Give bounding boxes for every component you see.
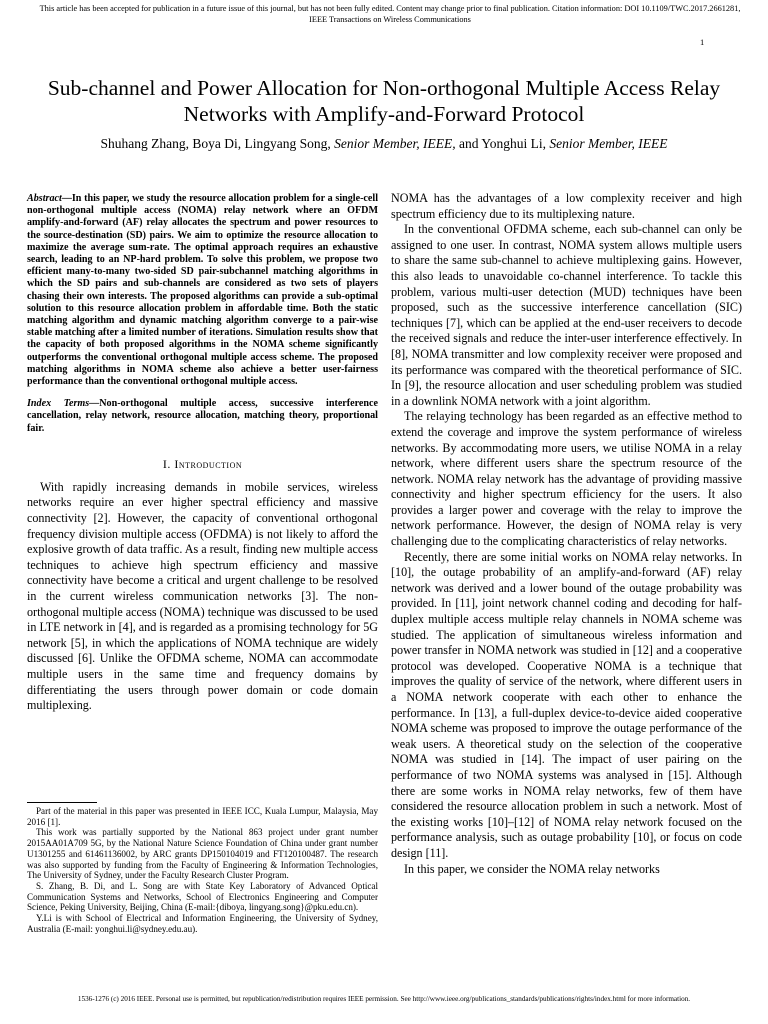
footnotes [27,806,378,934]
abstract [27,193,378,388]
copyright-footer: 1536-1276 (c) 2016 IEEE. Personal use is permitted, but republication/redistribution requires IEEE permission. See http://www.ieee.org/publications_standards/publications/rights/index.html for more information. [77,995,691,1003]
footnote: Part of the material in this paper was presented in IEEE ICC, Kuala Lumpur, Malaysia, May 2016 [1]. [27,806,378,827]
footnote: Y.Li is with School of Electrical and Information Engineering, the University of Sydney, Australia (E-mail: yonghui.li@sydney.edu.au). [27,913,378,934]
body-paragraph: Recently, there are some initial works on NOMA relay networks. In [10], the outage probability of an amplify-and-forward (AF) relay network was derived and a lower bound of the outage probability was provided. In [11], joint network channel coding and decoding for half-duplex multiple access multiple relay channels in NOMA scheme was studied. The application of simultaneous wireless information and power transfer in NOMA network was studied in [12] and a cooperative protocol was developed. Cooperative NOMA is a technique that improves the quality of service of the network, where different users in a NOMA network cooperate with each other to enhance the performance. In [13], a full-duplex device-to-device aided cooperative NOMA scheme was proposed to improve the outage performance of the weak users. A theoretical study on the selection of the cooperative NOMA was studied in [14]. The impact of user pairing on the performance of two NOMA systems was analysed in [15]. Although there are some works in NOMA relay networks, few of them have considered the resource allocation problem in such a network. Most of the existing works [10]–[12] of NOMA relay network focused on the performance analysis, such as outage probability [10], or focus on code design [11]. [391,549,742,860]
journal-header-note: This article has been accepted for publication in a future issue of this journal, but has not been fully edited. Content may change prior to final publication. Citation information: DOI 10.1109/TWC.2017.2661281, IEEE Transactions on Wireless Communications [39,4,741,24]
intro-paragraph: With rapidly increasing demands in mobile services, wireless networks require an ever higher spectral efficiency and massive connectivity [2]. However, the capacity of conventional orthogonal frequency division multiple access (OFDMA) is not likely to afford the explosive growth of data traffic. As a result, finding new multiple access techniques to achieve high spectrum efficiency and massive connectivity have become a critical and urgent challenge to be resolved in the current wireless communication networks [3]. The non-orthogonal multiple access (NOMA) technique was discussed to be used in LTE network in [4], and is regarded as a promising technology for 5G network [5], in which the applications of NOMA technique are widely discussed [6]. Unlike the OFDMA scheme, NOMA can accommodate multiple users in the same time and frequency domains by differentiating the users through power domain or code domain multiplexing. [27,479,378,713]
author-line [20,135,748,152]
index-terms [27,398,378,435]
abstract-text: —In this paper, we study the resource allocation problem for a single-cell non-orthogonal multiple access (NOMA) relay network where an OFDM amplify-and-forward (AF) relay allocates the spectrum and power resources to the source-destination (SD) pairs. We aim to optimize the resource allocation to maximize the average sum-rate. The optimal approach requires an exhaustive search, leading to an NP-hard problem. To solve this problem, we propose two efficient many-to-many two-sided SD pair-subchannel matching algorithms in which the SD pairs and sub-channels are considered as two sets of players chasing their own interests. The proposed algorithms can provide a sub-optimal solution to this resource allocation problem in affordable time. Both the static matching algorithm and dynamic matching algorithm converge to a pair-wise stable matching after a limited number of iterations. Simulation results show that the capacity of both proposed algorithms in the NOMA scheme significantly outperforms the conventional orthogonal multiple access scheme. The proposed matching algorithms in NOMA scheme also achieve a better user-fairness performance than the conventional orthogonal multiple access. [27,193,378,388]
section-heading-introduction [27,457,378,472]
right-column [391,191,742,877]
section-title: Introduction [174,456,243,471]
author-role-2: Senior Member, IEEE [549,136,668,151]
section-numeral: I. [162,456,175,471]
author-role-1: Senior Member, IEEE, [334,136,456,151]
page-number: 1 [700,37,705,47]
paper-title: Sub-channel and Power Allocation for Non-orthogonal Multiple Access Relay Networks with Amplify-and-Forward Protocol [47,76,721,126]
body-paragraph: NOMA has the advantages of a low complexity receiver and high spectrum efficiency due to its multiplexing nature. [391,191,742,221]
body-paragraph: The relaying technology has been regarded as an effective method to extend the coverage and improve the system performance of wireless networks. By accommodating more users, we utilise NOMA in a relay network, where different users share the spectrum resource of the network. NOMA relay network has the advantage of providing massive connectivity and higher spectrum efficiency for the users. It also provides a larger power and coverage with the relay to improve the network performance. However, the design of NOMA relay is very challenging due to the complicating characteristics of relay networks. [391,409,742,549]
abstract-lead: Abstract [27,193,62,204]
author-names-1: Shuhang Zhang, Boya Di, Lingyang Song, [100,136,335,151]
body-paragraph: In this paper, we consider the NOMA relay networks [404,861,660,876]
body-paragraph: In the conventional OFDMA scheme, each sub-channel can only be assigned to one user. In contrast, NOMA system allows multiple users to share the same sub-channel to achieve multiplexing gains. However, this also leads to unavoidable co-channel interference. To tackle this problem, various multi-user detection (MUD) techniques have been proposed, such as the successive interference cancellation (SIC) techniques [7], which can be applied at the end-user receivers to decode the received signals and reduce the inter-user interference effectively. In [8], NOMA transmitter and low complexity receiver were proposed and its performance was compared with the theoretical performance of SIC. In [9], the resource allocation and user scheduling problem was studied in a downlink NOMA network with a joint algorithm. [391,222,742,408]
author-names-2: and Yonghui Li, [455,136,550,151]
index-terms-text: —Non-orthogonal multiple access, successive interference cancellation, relay network, resource allocation, matching theory, proportional fair. [27,398,378,434]
footnote: This work was partially supported by the National 863 project under grant number 2015AA01A709 5G, by the National Nature Science Foundation of China under grant number U1301255 and 61461136002, by ARC grants DP150104019 and FT120100487. The research was also supported by funding from the Faculty of Engineering & Information Technologies, The University of Sydney, under the Faculty Research Cluster Program. [27,827,378,881]
left-column [27,193,378,714]
index-terms-lead: Index Terms [27,398,90,410]
footnote-rule [27,802,97,803]
footnote: S. Zhang, B. Di, and L. Song are with State Key Laboratory of Advanced Optical Communication Systems and Networks, School of Electronics Engineering and Computer Science, Peking University, Beijing, China (E-mail:{diboya, lingyang.song}@pku.edu.cn). [27,880,378,913]
